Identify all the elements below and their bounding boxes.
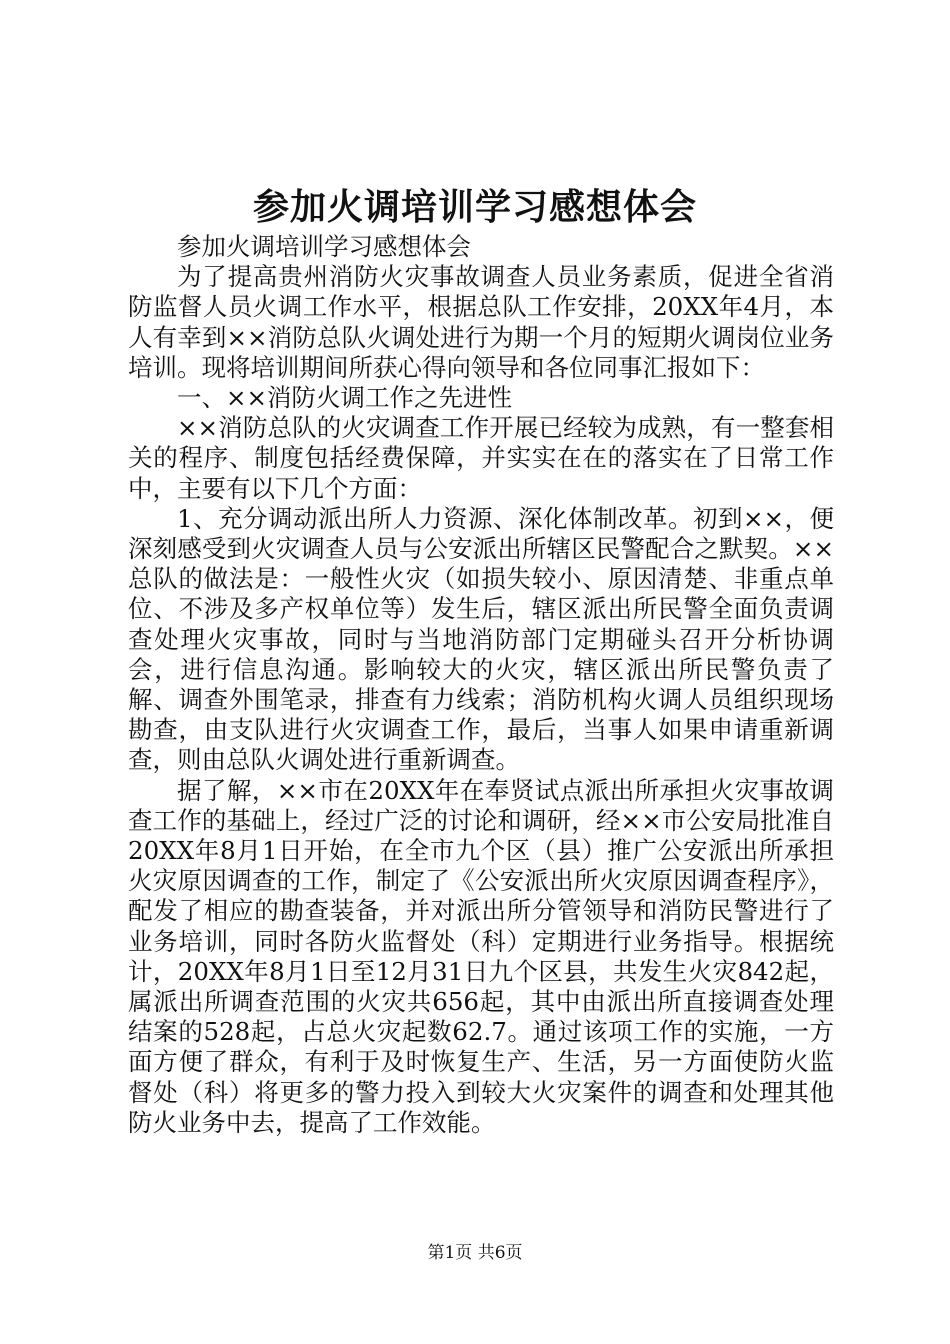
document-title: 参加火调培训学习感想体会	[252, 186, 697, 228]
paragraph-subtitle: 参加火调培训学习感想体会	[177, 232, 471, 261]
paragraph-intro: 为了提高贵州消防火灾事故调查人员业务素质，促进全省消防监督人员火调工作水平，根据总队工作安排，20XX年4月，本人有幸到××消防总队火调处进行为期一个月的短期火调岗位业务培训。现将培训期间所获心得向领导和各位同事汇报如下：	[128, 262, 834, 382]
paragraph-overview: ××消防总队的火灾调查工作开展已经较为成熟，有一整套相关的程序、制度包括经费保障，并实实在在的落实在了日常工作中，主要有以下几个方面：	[128, 413, 834, 503]
paragraph-statistics: 据了解，××市在20XX年在奉贤试点派出所承担火灾事故调查工作的基础上，经过广泛的讨论和调研，经××市公安局批准自20XX年8月1日开始，在全市九个区（县）推广公安派出所承担火灾原因调查的工作，制定了《公安派出所火灾原因调查程序》，配发了相应的勘查装备，并对派出所分管领导和消防民警进行了业务培训，同时各防火监督处（科）定期进行业务指导。根据统计，20XX年8月1日至12月31日九个区县，共发生火灾842起，属派出所调查范围的火灾共656起，其中由派出所直接调查处理结案的528起，占总火灾起数62.7。通过该项工作的实施，一方面方便了群众，有利于及时恢复生产、生活，另一方面使防火监督处（科）将更多的警力投入到较大火灾案件的调查和处理其他防火业务中去，提高了工作效能。	[128, 775, 834, 1137]
section-heading: 一、××消防火调工作之先进性	[177, 383, 513, 413]
page-number-footer: 第1页 共6页	[427, 1243, 523, 1263]
document-body	[128, 232, 834, 1138]
paragraph-point-1: 1、充分调动派出所人力资源、深化体制改革。初到××，便深刻感受到火灾调查人员与公安派出所辖区民警配合之默契。××总队的做法是：一般性火灾（如损失较小、原因清楚、非重点单位、不涉及多产权单位等）发生后，辖区派出所民警全面负责调查处理火灾事故，同时与当地消防部门定期碰头召开分析协调会，进行信息沟通。影响较大的火灾，辖区派出所民警负责了解、调查外围笔录，排查有力线索；消防机构火调人员组织现场勘查，由支队进行火灾调查工作，最后，当事人如果申请重新调查，则由总队火调处进行重新调查。	[128, 503, 834, 775]
